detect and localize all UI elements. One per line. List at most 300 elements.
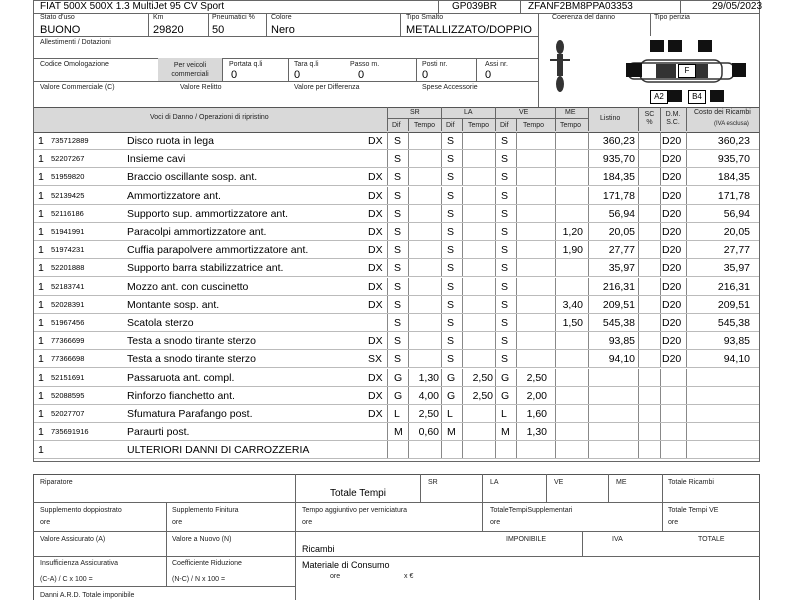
cell-divider <box>555 278 556 296</box>
table-row <box>33 132 760 150</box>
cell-divider <box>495 387 496 405</box>
cell-divider <box>555 423 556 441</box>
cell-divider <box>660 369 661 387</box>
passo-label: Passo m. <box>350 61 380 68</box>
cell-side: DX <box>368 226 383 238</box>
cell-costo: 56,94 <box>723 207 750 220</box>
cell-desc: Cuffia parapolvere ammortizzatore ant. <box>127 244 309 257</box>
cell-sr: S <box>394 171 402 184</box>
cell-ve: S <box>501 135 509 147</box>
cell-dm: D20 <box>662 135 682 147</box>
cell-divider <box>441 150 442 168</box>
cell-divider <box>555 168 556 186</box>
cell-ve: S <box>501 207 509 220</box>
totale-label: TOTALE <box>698 536 725 543</box>
coefficiente-label: Coefficiente Riduzione <box>172 560 242 567</box>
cell-q: 1 <box>38 135 44 147</box>
cell-dm: D20 <box>662 189 682 202</box>
cell-costo: 94,10 <box>723 353 750 366</box>
report-date: 29/05/2023 <box>712 1 763 12</box>
cell-divider <box>555 369 556 387</box>
posti-label: Posti nr. <box>422 61 448 68</box>
cell-divider <box>660 441 661 459</box>
assi-label: Assi nr. <box>485 61 508 68</box>
colore-value: Nero <box>271 24 295 36</box>
cell-divider <box>638 423 639 441</box>
cell-divider <box>686 441 687 459</box>
riparatore-label: Riparatore <box>40 479 73 486</box>
iva-esclusa-header: (IVA esclusa) <box>714 121 749 127</box>
coefficiente-formula: (N-C) / N x 100 = <box>172 576 226 583</box>
damage-marker <box>732 63 746 77</box>
cell-divider <box>638 441 639 459</box>
cell-q: 1 <box>38 262 44 275</box>
cell-divider <box>462 441 463 459</box>
cell-divider <box>638 132 639 150</box>
cell-ve: S <box>501 335 509 348</box>
cell-divider <box>660 150 661 168</box>
damage-marker <box>668 90 682 102</box>
cell-q: 1 <box>38 153 44 166</box>
cell-divider <box>555 132 556 150</box>
cell-divider <box>588 423 589 441</box>
coerenza-label: Coerenza del danno <box>552 14 616 21</box>
cell-code: 52027707 <box>51 409 85 418</box>
cell-code: 52139425 <box>51 190 85 200</box>
cell-costo: 171,78 <box>717 189 750 202</box>
cell-divider <box>555 187 556 205</box>
valore-assicurato-label: Valore Assicurato (A) <box>40 536 106 543</box>
ve-dif-header: Dif <box>500 122 509 129</box>
cell-divider <box>441 296 442 314</box>
stato-label: Stato d'uso <box>40 14 75 21</box>
cell-desc: Disco ruota in lega <box>127 135 214 147</box>
cell-dm: D20 <box>662 335 682 348</box>
cell-divider <box>686 405 687 423</box>
cell-vet: 2,00 <box>526 389 547 402</box>
cell-side: DX <box>368 189 383 202</box>
cell-q: 1 <box>38 408 44 420</box>
cell-la: S <box>447 171 455 184</box>
footer-la-label: LA <box>490 479 499 486</box>
cell-q: 1 <box>38 298 44 311</box>
cell-divider <box>441 168 442 186</box>
footer-me-label: ME <box>616 479 627 486</box>
vehicle-vin: ZFANF2BM8PPA03353 <box>528 1 633 12</box>
cell-divider <box>638 369 639 387</box>
cell-vet: 1,30 <box>526 426 547 439</box>
cell-code: 77366699 <box>51 336 85 346</box>
cell-divider <box>588 369 589 387</box>
cell-srt: 1,30 <box>418 371 439 384</box>
cell-divider <box>555 405 556 423</box>
cell-dm: D20 <box>662 298 682 311</box>
costo-header: Costo dei Ricambi <box>694 109 751 116</box>
cell-divider <box>387 314 388 332</box>
vehicle-plate: GP039BR <box>452 1 498 12</box>
cell-divider <box>441 132 442 150</box>
km-value: 29820 <box>153 24 184 36</box>
cell-desc: Montante sosp. ant. <box>127 298 220 311</box>
cell-ve: G <box>501 371 510 384</box>
cell-side: DX <box>368 371 383 384</box>
cell-ve: M <box>501 426 510 439</box>
cell-desc: Paracolpi ammortizzatore ant. <box>127 226 267 238</box>
footer-sr-label: SR <box>428 479 438 486</box>
table-row <box>33 278 760 296</box>
totale-tempi-ve-label: Totale Tempi VE <box>668 507 719 514</box>
motorcycle-icon <box>545 38 575 94</box>
valore-relitto-label: Valore Relitto <box>180 84 222 91</box>
supp-doppio-ore: ore <box>40 519 51 526</box>
cell-divider <box>387 441 388 459</box>
cell-divider <box>441 278 442 296</box>
supp-doppio-label: Supplemento doppiostrato <box>40 507 122 514</box>
cell-ve: S <box>501 171 509 184</box>
cell-divider <box>660 350 661 368</box>
cell-code: 735691916 <box>51 427 89 437</box>
smalto-label: Tipo Smalto <box>406 14 444 21</box>
cell-sr: S <box>394 280 402 293</box>
cell-me: 3,40 <box>562 298 583 311</box>
sr-dif-header: Dif <box>392 122 401 129</box>
cell-listino: 216,31 <box>602 280 635 293</box>
cell-sr: S <box>394 153 402 166</box>
cell-la: S <box>447 207 455 220</box>
zone-e-label: E <box>708 65 714 74</box>
ve-tempo-header: Tempo <box>523 122 545 129</box>
cell-divider <box>660 241 661 259</box>
cell-divider <box>660 223 661 241</box>
cell-code: 51941991 <box>51 227 85 236</box>
cell-code: 51967456 <box>51 318 85 327</box>
damage-marker <box>626 63 642 77</box>
cell-la: S <box>447 280 455 293</box>
imponibile-label: IMPONIBILE <box>506 536 547 543</box>
cell-divider <box>441 223 442 241</box>
cell-srt: 0,60 <box>418 426 439 439</box>
cell-sr: M <box>394 426 403 439</box>
cell-listino: 209,51 <box>602 298 635 311</box>
cell-listino: 27,77 <box>608 244 635 257</box>
cell-costo: 935,70 <box>717 153 750 166</box>
supp-finitura-ore: ore <box>172 519 183 526</box>
cell-desc: Mozzo ant. con cuscinetto <box>127 280 249 293</box>
table-row <box>33 296 760 314</box>
voci-header: Voci di Danno / Operazioni di ripristino <box>150 114 269 121</box>
cell-divider <box>495 369 496 387</box>
cell-code: 52116186 <box>51 208 84 218</box>
cell-ve: S <box>501 244 509 257</box>
cell-me: 1,50 <box>562 317 583 329</box>
insufficienza-formula: (C-A) / C x 100 = <box>40 576 93 583</box>
cell-dm: D20 <box>662 317 682 329</box>
cell-divider <box>495 187 496 205</box>
cell-divider <box>660 423 661 441</box>
totale-supplementari-label: TotaleTempiSupplementari <box>490 507 573 514</box>
insufficienza-label: Insufficienza Assicurativa <box>40 560 119 567</box>
sr-tempo-header: Tempo <box>414 122 436 129</box>
cell-code: 52088595 <box>51 390 85 400</box>
valore-commerciale-label: Valore Commerciale (C) <box>40 84 115 91</box>
cell-me: 1,20 <box>562 226 583 238</box>
cell-divider <box>660 278 661 296</box>
cell-divider <box>638 278 639 296</box>
me-tempo-header: Tempo <box>560 122 582 129</box>
totale-tempi-label: Totale Tempi <box>330 488 386 499</box>
pneumatici-value: 50 <box>212 24 225 36</box>
cell-la: S <box>447 262 455 275</box>
table-row <box>33 223 760 241</box>
cell-q: 1 <box>38 280 44 293</box>
cell-side: DX <box>368 262 383 275</box>
totale-tempi-ve-ore: ore <box>668 519 679 526</box>
cell-sr: S <box>394 135 402 147</box>
materiale-ore: ore <box>330 573 341 580</box>
cell-divider <box>638 405 639 423</box>
pneumatici-label: Pneumatici % <box>212 14 255 21</box>
zone-a2-label: A2 <box>650 90 668 104</box>
cell-listino: 171,78 <box>602 189 635 202</box>
cell-sr: S <box>394 262 402 275</box>
cell-sr: S <box>394 353 402 366</box>
cell-divider <box>495 296 496 314</box>
cell-divider <box>660 168 661 186</box>
cell-costo: 20,05 <box>723 226 750 238</box>
la-header: LA <box>464 109 473 116</box>
cell-ve: S <box>501 262 509 275</box>
la-dif-header: Dif <box>446 122 455 129</box>
cell-code: 735712889 <box>51 136 89 145</box>
ve-header: VE <box>519 109 529 116</box>
totale-ricambi-label: Totale Ricambi <box>668 479 714 486</box>
iva-label: IVA <box>612 536 623 543</box>
cell-listino: 35,97 <box>608 262 635 275</box>
cell-sr: S <box>394 189 402 202</box>
posti-value: 0 <box>422 69 429 81</box>
valore-nuovo-label: Valore a Nuovo (N) <box>172 536 232 543</box>
cell-desc: Supporto sup. ammortizzatore ant. <box>127 207 289 220</box>
cell-listino: 93,85 <box>608 335 635 348</box>
cell-divider <box>441 387 442 405</box>
sc-header: SC % <box>644 111 655 126</box>
cell-q: 1 <box>38 226 44 238</box>
stato-value: BUONO <box>40 24 81 36</box>
cell-divider <box>638 187 639 205</box>
passo-value: 0 <box>358 69 365 81</box>
cell-costo: 93,85 <box>723 335 750 348</box>
table-row <box>33 241 760 259</box>
cell-divider <box>660 314 661 332</box>
cell-ve: G <box>501 389 510 402</box>
allestimenti-label: Allestimenti / Dotazioni <box>40 39 111 46</box>
cell-la: S <box>447 317 455 329</box>
cell-costo: 184,35 <box>717 171 750 184</box>
cell-side: SX <box>368 353 383 366</box>
cell-divider <box>495 259 496 277</box>
valore-differenza-label: Valore per Differenza <box>294 84 360 91</box>
damage-marker <box>710 90 724 102</box>
cell-desc: Scatola sterzo <box>127 317 194 329</box>
cell-dm: D20 <box>662 244 682 257</box>
cell-side: DX <box>368 135 383 147</box>
cell-la: M <box>447 426 456 439</box>
damage-marker <box>698 40 712 52</box>
zone-f-label: F <box>678 64 696 78</box>
cell-divider <box>555 332 556 350</box>
cell-sr: S <box>394 317 402 329</box>
cell-side: DX <box>368 171 383 184</box>
cell-la: S <box>447 135 455 147</box>
cell-divider <box>660 405 661 423</box>
cell-divider <box>686 369 687 387</box>
cell-sr: L <box>394 408 400 420</box>
cell-vet: 1,60 <box>526 408 547 420</box>
cell-ve: S <box>501 189 509 202</box>
cell-divider <box>660 187 661 205</box>
cell-listino: 184,35 <box>602 171 635 184</box>
cell-divider <box>555 205 556 223</box>
cell-q: 1 <box>38 444 44 457</box>
omologazione-label: Codice Omologazione <box>40 61 109 68</box>
km-label: Km <box>153 14 164 21</box>
cell-divider <box>555 259 556 277</box>
cell-listino: 545,38 <box>602 317 635 329</box>
cell-divider <box>555 150 556 168</box>
listino-header: Listino <box>600 115 621 122</box>
per-veicoli-label: Per veicoli commerciali <box>171 62 209 78</box>
cell-listino: 360,23 <box>602 135 635 147</box>
cell-divider <box>495 405 496 423</box>
cell-divider <box>555 387 556 405</box>
cell-costo: 216,31 <box>717 280 750 293</box>
sr-header: SR <box>410 109 420 116</box>
cell-listino: 94,10 <box>608 353 635 366</box>
cell-sr: G <box>394 389 403 402</box>
supp-finitura-label: Supplemento Finitura <box>172 507 239 514</box>
cell-divider <box>588 387 589 405</box>
table-row <box>33 150 760 168</box>
cell-dm: D20 <box>662 262 682 275</box>
ricambi-label: Ricambi <box>302 544 335 554</box>
cell-ve: S <box>501 280 509 293</box>
cell-divider <box>555 350 556 368</box>
cell-divider <box>495 168 496 186</box>
cell-dm: D20 <box>662 280 682 293</box>
cell-divider <box>495 150 496 168</box>
cell-desc: Braccio oscillante sosp. ant. <box>127 171 258 184</box>
colore-label: Colore <box>271 14 292 21</box>
cell-code: 52151691 <box>51 372 85 382</box>
cell-listino: 935,70 <box>602 153 635 166</box>
cell-ve: S <box>501 317 509 329</box>
tempo-aggiuntivo-ore: ore <box>302 519 313 526</box>
cell-divider <box>516 441 517 459</box>
cell-divider <box>588 441 589 459</box>
cell-costo: 209,51 <box>717 298 750 311</box>
cell-divider <box>660 387 661 405</box>
cell-sr: S <box>394 335 402 348</box>
table-row <box>33 405 760 423</box>
cell-divider <box>495 423 496 441</box>
cell-lat: 2,50 <box>472 389 493 402</box>
cell-q: 1 <box>38 207 44 220</box>
cell-q: 1 <box>38 244 44 257</box>
cell-divider <box>441 205 442 223</box>
table-row <box>33 350 760 368</box>
table-row <box>33 423 760 441</box>
tara-value: 0 <box>294 69 301 81</box>
cell-ve: S <box>501 298 509 311</box>
portata-value: 0 <box>231 69 238 81</box>
cell-side: DX <box>368 280 383 293</box>
cell-divider <box>495 223 496 241</box>
table-row <box>33 187 760 205</box>
cell-q: 1 <box>38 426 44 439</box>
cell-desc: Testa a snodo tirante sterzo <box>127 335 256 348</box>
cell-costo: 35,97 <box>723 262 750 275</box>
cell-q: 1 <box>38 171 44 184</box>
row-divider <box>33 458 760 459</box>
cell-divider <box>660 205 661 223</box>
cell-desc: Passaruota ant. compl. <box>127 371 235 384</box>
cell-q: 1 <box>38 353 44 366</box>
table-row <box>33 168 760 186</box>
table-row <box>33 314 760 332</box>
cell-ve: S <box>501 353 509 366</box>
cell-dm: D20 <box>662 171 682 184</box>
totale-supplementari-ore: ore <box>490 519 501 526</box>
cell-side: DX <box>368 408 383 420</box>
vehicle-model: FIAT 500X 500X 1.3 MultiJet 95 CV Sport <box>40 1 225 12</box>
cell-divider <box>555 441 556 459</box>
cell-ve: S <box>501 226 509 238</box>
cell-dm: D20 <box>662 353 682 366</box>
cell-la: G <box>447 371 456 384</box>
cell-divider <box>638 205 639 223</box>
cell-la: S <box>447 244 455 257</box>
dm-header: D.M. S.C. <box>665 111 681 126</box>
cell-side: DX <box>368 298 383 311</box>
cell-costo: 27,77 <box>723 244 750 257</box>
cell-divider <box>495 278 496 296</box>
la-tempo-header: Tempo <box>468 122 490 129</box>
cell-code: 52207267 <box>51 154 85 164</box>
assi-value: 0 <box>485 69 492 81</box>
damage-marker <box>650 40 664 52</box>
cell-sr: S <box>394 298 402 311</box>
cell-desc: Testa a snodo tirante sterzo <box>127 353 256 366</box>
cell-ve: S <box>501 153 509 166</box>
materiale-consumo-label: Materiale di Consumo <box>302 560 390 570</box>
cell-divider <box>408 441 409 459</box>
cell-divider <box>441 332 442 350</box>
cell-q: 1 <box>38 371 44 384</box>
cell-la: S <box>447 226 455 238</box>
cell-side: DX <box>368 389 383 402</box>
cell-divider <box>638 314 639 332</box>
cell-dm: D20 <box>662 226 682 238</box>
cell-divider <box>495 441 496 459</box>
cell-divider <box>441 259 442 277</box>
cell-divider <box>441 314 442 332</box>
cell-lat: 2,50 <box>472 371 493 384</box>
cell-divider <box>686 423 687 441</box>
cell-divider <box>441 441 442 459</box>
table-row <box>33 441 760 459</box>
damage-marker <box>668 40 682 52</box>
table-row <box>33 332 760 350</box>
